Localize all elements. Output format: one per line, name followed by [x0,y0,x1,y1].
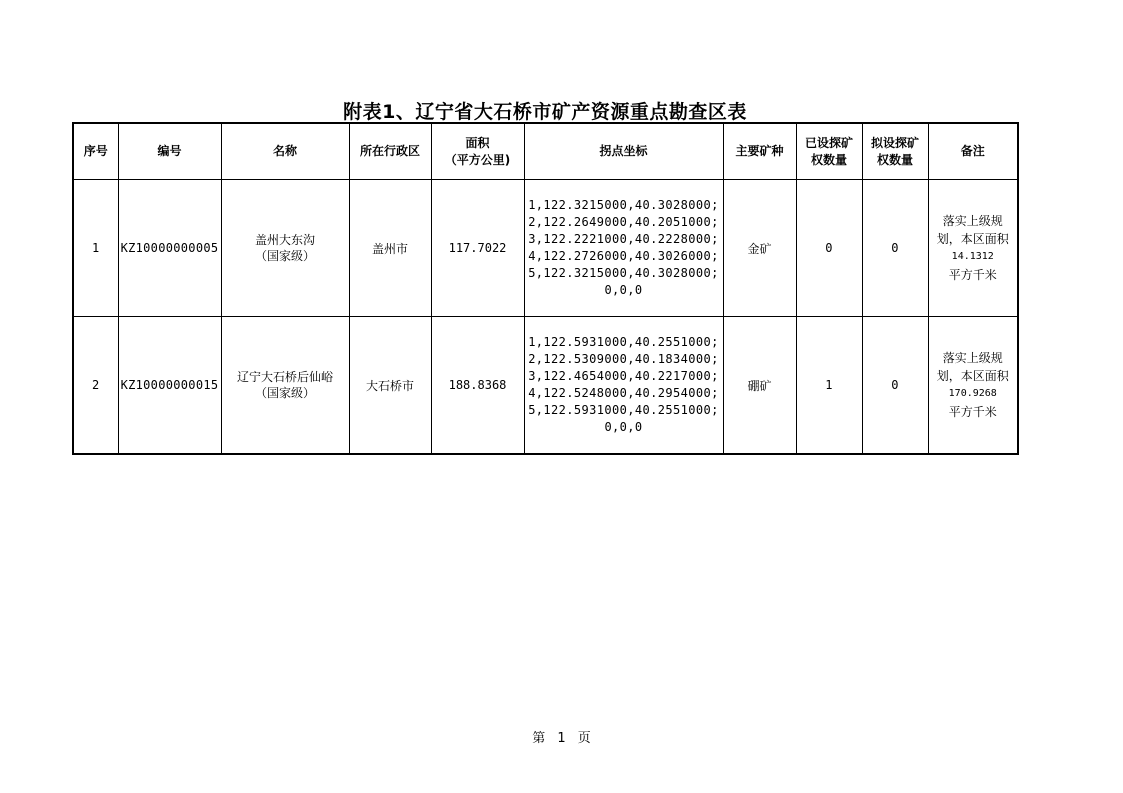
header-planned-line1: 拟设探矿 [870,135,919,150]
coord-line: 4,122.5248000,40.2954000; [528,386,719,400]
coord-line: 2,122.5309000,40.1834000; [528,352,719,366]
remark-line4: 平方千米 [948,268,997,282]
header-area [431,123,524,180]
cell-name-line1: 盖州大东沟 [254,233,315,247]
cell-seq: 1 [73,180,118,317]
footer-suffix: 页 [577,731,591,746]
remark-line2: 划，本区面积 [936,369,1009,383]
coord-line: 4,122.2726000,40.3026000; [528,249,719,263]
coord-line: 3,122.4654000,40.2217000; [528,369,719,383]
cell-name [221,180,349,317]
page-footer [0,727,1123,746]
header-seq: 序号 [73,123,118,180]
cell-area: 188.8368 [431,317,524,455]
header-existing-line1: 已设探矿 [804,135,853,150]
cell-planned: 0 [862,317,928,455]
header-planned-line2: 权数量 [876,152,913,167]
header-mineral: 主要矿种 [723,123,796,180]
coord-line: 1,122.5931000,40.2551000; [528,335,719,349]
cell-existing: 1 [796,317,862,455]
header-coords: 拐点坐标 [524,123,723,180]
header-region: 所在行政区 [349,123,431,180]
footer-prefix: 第 [532,731,546,746]
coord-line: 1,122.3215000,40.3028000; [528,198,719,212]
header-name: 名称 [221,123,349,180]
remark-line3: 14.1312 [951,251,994,262]
survey-area-table [72,122,1019,455]
header-existing [796,123,862,180]
cell-code: KZ10000000005 [118,180,221,317]
coord-line: 3,122.2221000,40.2228000; [528,232,719,246]
coord-line: 2,122.2649000,40.2051000; [528,215,719,229]
remark-line1: 落实上级规 [942,351,1003,365]
header-remark: 备注 [928,123,1018,180]
cell-remark [928,317,1018,455]
table-row [73,317,1018,455]
coord-line: 5,122.3215000,40.3028000; [528,266,719,280]
remark-line1: 落实上级规 [942,214,1003,228]
remark-line3: 170.9268 [948,388,997,399]
header-existing-line2: 权数量 [810,152,847,167]
cell-code: KZ10000000015 [118,317,221,455]
cell-region: 大石桥市 [349,317,431,455]
remark-line4: 平方千米 [948,405,997,419]
cell-name-line1: 辽宁大石桥后仙峪 [236,370,333,384]
coord-line: 0,0,0 [604,420,643,434]
cell-name-line2: （国家级） [254,249,315,263]
header-planned [862,123,928,180]
header-area-line2: （平方公里) [444,152,511,167]
cell-mineral: 硼矿 [723,317,796,455]
coord-line: 0,0,0 [604,283,643,297]
table-row [73,180,1018,317]
remark-line2: 划，本区面积 [936,232,1009,246]
cell-name-line2: （国家级） [254,386,315,400]
cell-remark [928,180,1018,317]
header-code: 编号 [118,123,221,180]
cell-area: 117.7022 [431,180,524,317]
page-title: 附表1、辽宁省大石桥市矿产资源重点勘查区表 [343,101,747,123]
page-number: 1 [557,731,566,746]
cell-existing: 0 [796,180,862,317]
coord-line: 5,122.5931000,40.2551000; [528,403,719,417]
cell-mineral: 金矿 [723,180,796,317]
header-area-line1: 面积 [465,135,490,150]
cell-coords [524,317,723,455]
cell-region: 盖州市 [349,180,431,317]
table-header-row [73,123,1018,180]
cell-coords [524,180,723,317]
cell-seq: 2 [73,317,118,455]
cell-planned: 0 [862,180,928,317]
cell-name [221,317,349,455]
